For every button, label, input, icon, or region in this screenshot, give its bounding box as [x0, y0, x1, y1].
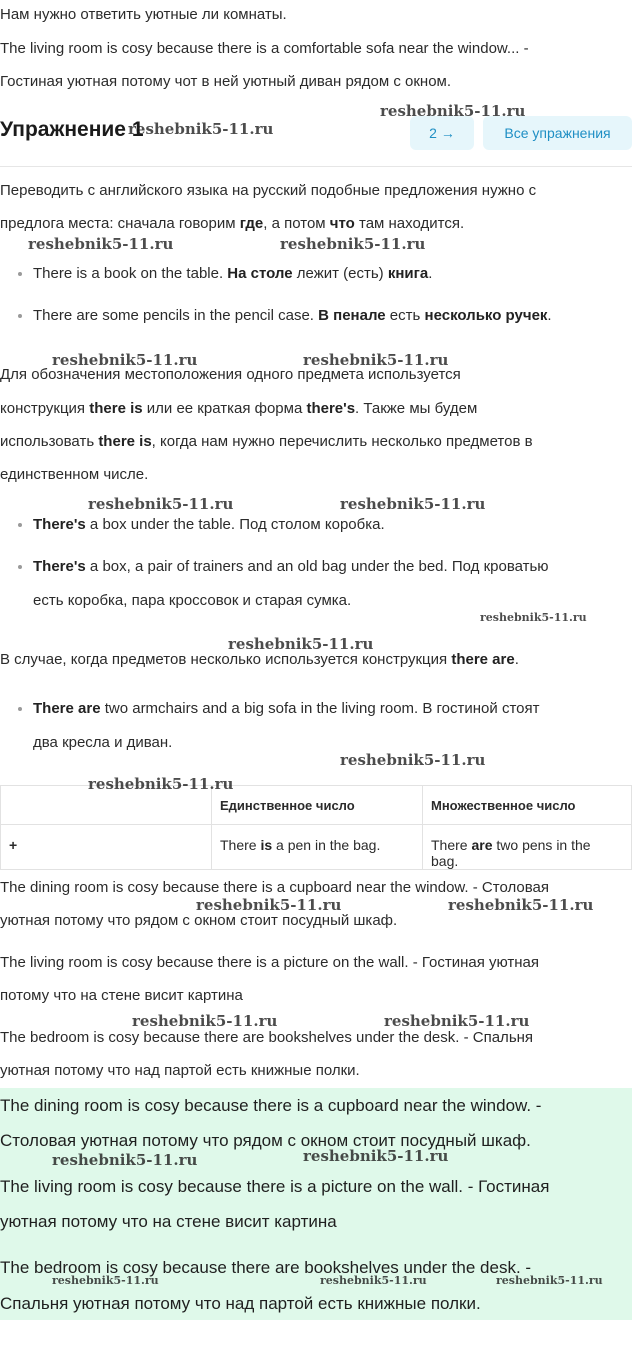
sentence-line: уютная потому что над партой есть книжные полки.: [0, 1062, 360, 1079]
table-row: [1, 825, 632, 870]
rule-text: В случае, когда предметов несколько используется конструкция there are.: [0, 651, 519, 668]
table-header-cell: Множественное число: [423, 786, 632, 825]
watermark: reshebnik5-11.ru: [480, 611, 587, 624]
intro-line: The living room is cosy because there is a comfortable sofa near the window... -: [0, 40, 529, 57]
watermark: reshebnik5-11.ru: [380, 102, 526, 120]
watermark: reshebnik5-11.ru: [132, 1012, 278, 1030]
grammar-table: [0, 785, 632, 870]
answer-line: Столовая уютная потому что рядом с окном стоит посудный шкаф.: [0, 1131, 531, 1150]
watermark: reshebnik5-11.ru: [128, 120, 274, 138]
all-exercises-button[interactable]: Все упражнения: [483, 116, 632, 150]
watermark: reshebnik5-11.ru: [52, 351, 198, 369]
example-item: There's a box under the table. Под столом коробка.: [33, 516, 385, 533]
rule-text: Переводить с английского языка на русский подобные предложения нужно с: [0, 182, 537, 199]
bullet-dot: [18, 707, 22, 711]
bullet-dot: [18, 523, 22, 527]
table-cell-plural: There are two pens in the bag.: [423, 825, 632, 870]
sentence-line: потому что на стене висит картина: [0, 987, 243, 1004]
rule-text: единственном числе.: [0, 466, 149, 483]
watermark: reshebnik5-11.ru: [228, 635, 374, 653]
intro-line: Нам нужно ответить уютные ли комнаты.: [0, 6, 287, 23]
sentence-line: The bedroom is cosy because there are bookshelves under the desk. - Спальня: [0, 1029, 534, 1046]
watermark: reshebnik5-11.ru: [303, 1147, 449, 1165]
watermark: reshebnik5-11.ru: [384, 1012, 530, 1030]
table-cell-singular: There is a pen in the bag.: [212, 825, 423, 870]
exercise-title: Упражнение 1: [0, 118, 144, 141]
sentence-line: The dining room is cosy because there is a cupboard near the window. - Столовая: [0, 879, 550, 896]
bullet-dot: [18, 272, 22, 276]
table-cell-sign: +: [1, 825, 212, 870]
watermark: reshebnik5-11.ru: [280, 235, 426, 253]
watermark: reshebnik5-11.ru: [320, 1274, 427, 1287]
answer-line: The dining room is cosy because there is a cupboard near the window. -: [0, 1096, 542, 1115]
example-item: There are some pencils in the pencil case. В пенале есть несколько ручек.: [33, 307, 552, 324]
sentence-line: The living room is cosy because there is a picture on the wall. - Гостиная уютная: [0, 954, 540, 971]
example-item: There is a book on the table. На столе лежит (есть) книга.: [33, 265, 433, 282]
answer-line: Спальня уютная потому что над партой есть книжные полки.: [0, 1294, 481, 1313]
watermark: reshebnik5-11.ru: [52, 1274, 159, 1287]
rule-text: использовать there is, когда нам нужно перечислить несколько предметов в: [0, 433, 533, 450]
watermark: reshebnik5-11.ru: [496, 1274, 603, 1287]
watermark: reshebnik5-11.ru: [448, 896, 594, 914]
watermark: reshebnik5-11.ru: [88, 775, 234, 793]
watermark: reshebnik5-11.ru: [303, 351, 449, 369]
rule-text: Для обозначения местоположения одного предмета используется: [0, 366, 461, 383]
sentence-line: уютная потому что рядом с окном стоит посудный шкаф.: [0, 912, 398, 929]
watermark: reshebnik5-11.ru: [196, 896, 342, 914]
example-item-continuation: два кресла и диван.: [33, 734, 173, 751]
watermark: reshebnik5-11.ru: [28, 235, 174, 253]
intro-line: Гостиная уютная потому чот в ней уютный диван рядом с окном.: [0, 73, 452, 90]
divider: [0, 166, 632, 167]
example-item-continuation: есть коробка, пара кроссовок и старая сумка.: [33, 592, 352, 609]
bullet-dot: [18, 314, 22, 318]
watermark: reshebnik5-11.ru: [52, 1151, 198, 1169]
example-item: There are two armchairs and a big sofa in the living room. В гостиной стоят: [33, 700, 540, 717]
rule-text: предлога места: сначала говорим где, а потом что там находится.: [0, 215, 465, 232]
answer-line: The bedroom is cosy because there are bookshelves under the desk. -: [0, 1258, 532, 1277]
watermark: reshebnik5-11.ru: [340, 751, 486, 769]
example-item: There's a box, a pair of trainers and an old bag under the bed. Под кроватью: [33, 558, 549, 575]
watermark: reshebnik5-11.ru: [340, 495, 486, 513]
bullet-dot: [18, 565, 22, 569]
next-exercise-button[interactable]: 2 →: [410, 116, 474, 150]
watermark: reshebnik5-11.ru: [88, 495, 234, 513]
rule-text: конструкция there is или ее краткая форма there's. Также мы будем: [0, 400, 478, 417]
table-header-cell: Единственное число: [212, 786, 423, 825]
answer-line: уютная потому что на стене висит картина: [0, 1212, 337, 1231]
answer-line: The living room is cosy because there is a picture on the wall. - Гостиная: [0, 1177, 550, 1196]
